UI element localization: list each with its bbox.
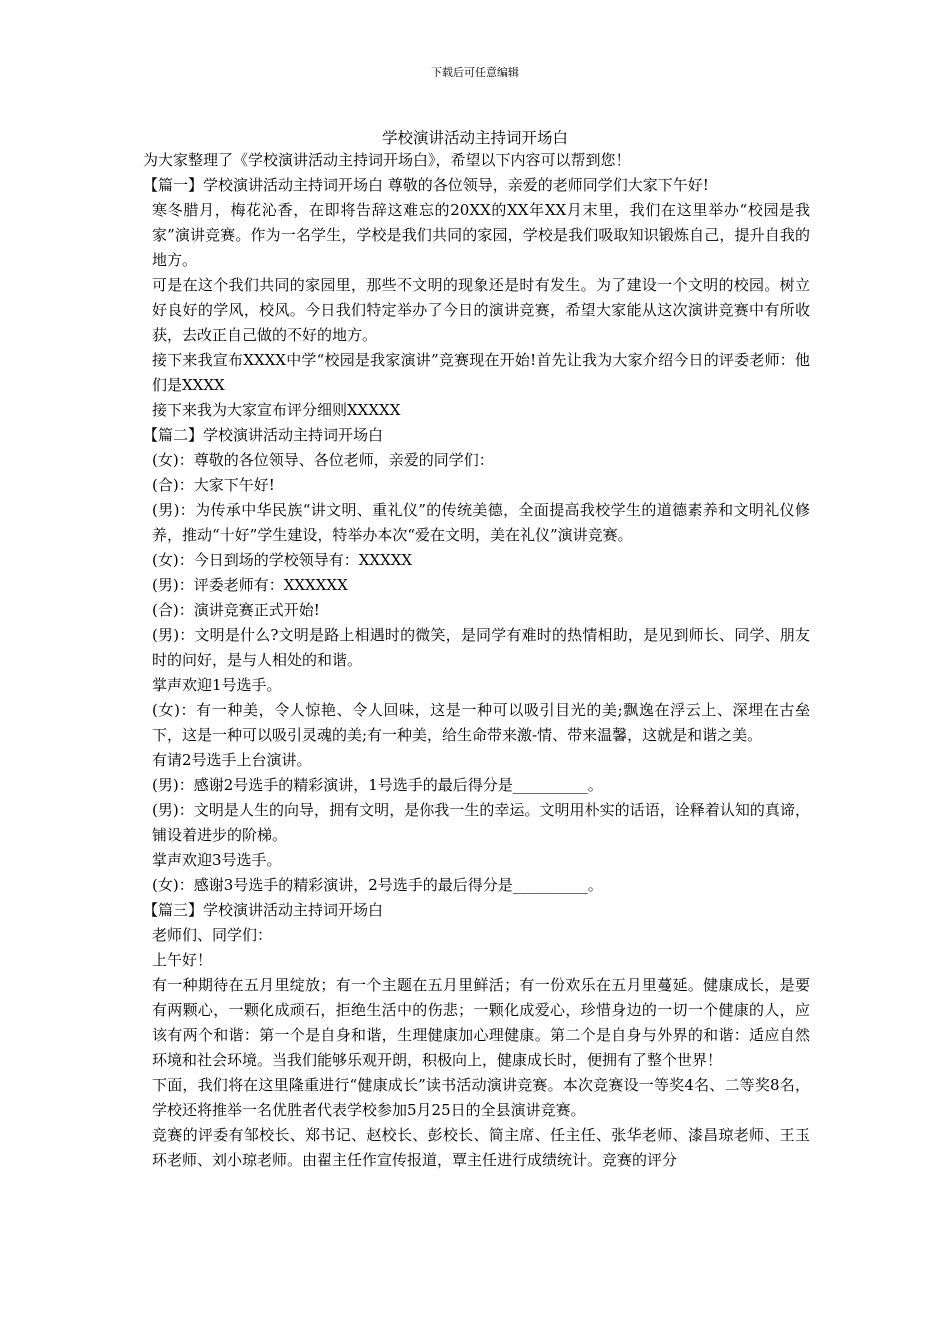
paragraph: 接下来我宣布XXXX中学“校园是我家演讲”竞赛现在开始!首先让我为大家介绍今日的评委老师：他们是XXXX [152, 351, 810, 394]
paragraph: (合)：演讲竞赛正式开始! [152, 601, 320, 619]
document-title: 学校演讲活动主持词开场白 [381, 129, 568, 147]
section-heading: 【篇二】学校演讲活动主持词开场白 [143, 426, 384, 444]
paragraph: 掌声欢迎1号选手。 [152, 676, 282, 694]
document-body [143, 148, 810, 1173]
paragraph: 为大家整理了《学校演讲活动主持词开场白》，希望以下内容可以帮到您！ [143, 151, 631, 169]
paragraph: 掌声欢迎3号选手。 [152, 851, 282, 869]
paragraph: (男)：评委老师有：XXXXXX [152, 576, 348, 594]
paragraph: (女)：尊敬的各位领导、各位老师，亲爱的同学们： [152, 451, 494, 469]
paragraph: 有一种期待在五月里绽放；有一个主题在五月里鲜活；有一份欢乐在五月里蔓延。健康成长，是要有两颗心，一颗化成顽石，拒绝生活中的伤悲；一颗化成爱心，珍惜身边的一切一个健康的人，应该有两个和谐：第一个是自身和谐，生理健康加心理健康。第二个是自身与外界的和谐：适应自然环境和社会环境。当我们能够乐观开朗，积极向上，健康成长时，便拥有了整个世界！ [152, 976, 810, 1069]
paragraph: 老师们、同学们： [152, 926, 273, 944]
paragraph: (男)：文明是人生的向导，拥有文明，是你我一生的幸运。文明用朴实的话语，诠释着认知的真谛，铺设着进步的阶梯。 [152, 801, 810, 844]
paragraph: 有请2号选手上台演讲。 [152, 751, 312, 769]
paragraph: 接下来我为大家宣布评分细则XXXXX [152, 401, 401, 419]
paragraph: 【篇一】学校演讲活动主持词开场白 尊敬的各位领导，亲爱的老师同学们大家下午好! [143, 176, 709, 194]
paragraph: (女)：感谢3号选手的精彩演讲，2号选手的最后得分是__________。 [152, 876, 603, 894]
paragraph: 竞赛的评委有邹校长、郑书记、赵校长、彭校长、简主席、任主任、张华老师、漆昌琼老师、王玉环老师、刘小琼老师。由翟主任作宣传报道，覃主任进行成绩统计。竞赛的评分 [152, 1126, 810, 1169]
paragraph: 可是在这个我们共同的家园里，那些不文明的现象还是时有发生。为了建设一个文明的校园。树立好良好的学风，校风。今日我们特定举办了今日的演讲竞赛，希望大家能从这次演讲竞赛中有所收获，去改正自己做的不好的地方。 [152, 276, 810, 344]
paragraph: (男)：文明是什么?文明是路上相遇时的微笑，是同学有难时的热情相助，是见到师长、同学、朋友时的问好，是与人相处的和谐。 [152, 626, 810, 669]
paragraph: (女)：有一种美，令人惊艳、令人回味，这是一种可以吸引目光的美;飘逸在浮云上、深埋在古垒下，这是一种可以吸引灵魂的美;有一种美，给生命带来激-情、带来温馨，这就是和谐之美。 [152, 701, 810, 744]
paragraph: (男)：为传承中华民族“讲文明、重礼仪”的传统美德，全面提高我校学生的道德素养和文明礼仪修养，推动“十好”学生建设，特举办本次“爱在文明，美在礼仪”演讲竞赛。 [152, 501, 810, 544]
header-note: 下载后可任意编辑 [431, 66, 519, 79]
paragraph: (合)：大家下午好! [152, 476, 275, 494]
paragraph: (女)：今日到场的学校领导有：XXXXX [152, 551, 413, 569]
paragraph: 寒冬腊月，梅花沁香，在即将告辞这难忘的20XX的XX年XX月末里，我们在这里举办“校园是我家”演讲竞赛。作为一名学生，学校是我们共同的家园，学校是我们吸取知识锻炼自己，提升自我的地方。 [152, 201, 810, 269]
paragraph: 上午好！ [152, 951, 213, 969]
paragraph: 下面，我们将在这里隆重进行“健康成长”读书活动演讲竞赛。本次竞赛设一等奖4名、二等奖8名，学校还将推举一名优胜者代表学校参加5月25日的全县演讲竞赛。 [152, 1076, 810, 1119]
section-heading: 【篇三】学校演讲活动主持词开场白 [143, 901, 384, 919]
paragraph: (男)：感谢2号选手的精彩演讲，1号选手的最后得分是__________。 [152, 776, 603, 794]
